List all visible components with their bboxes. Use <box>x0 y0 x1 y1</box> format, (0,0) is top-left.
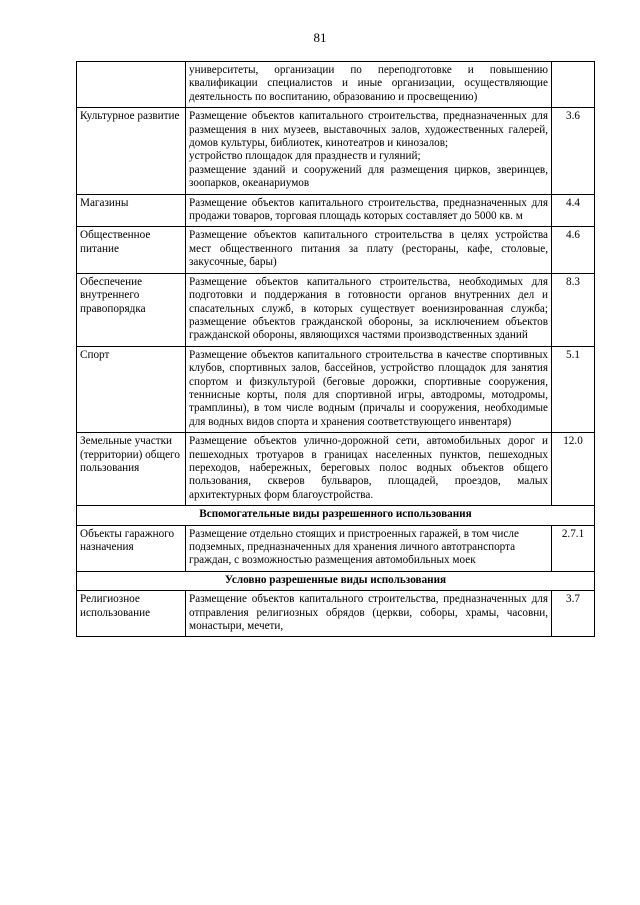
description-line: Размещение объектов капитального строительства, предназначенных для размещения в них музеев, выставочных залов, художественных галерей, домов культуры, библиотек, кинотеатров и кинозалов; <box>189 110 548 150</box>
use-description <box>186 62 552 108</box>
table-row <box>77 108 595 194</box>
classifier-code: 3.7 <box>552 591 595 637</box>
use-type-name <box>77 62 186 108</box>
table-row <box>77 433 595 506</box>
table-row <box>77 346 595 432</box>
description-line: Размещение объектов капитального строительства, предназначенных для отправления религиозных обрядов (церкви, соборы, храмы, часовни, монастыри, мечети, <box>189 593 548 633</box>
classifier-code: 4.6 <box>552 227 595 273</box>
use-description <box>186 591 552 637</box>
use-description <box>186 108 552 194</box>
classifier-code <box>552 62 595 108</box>
use-description <box>186 433 552 506</box>
description-line: устройство площадок для празднеств и гуляний; <box>189 150 421 163</box>
description-line: размещение зданий и сооружений для размещения цирков, зверинцев, зоопарков, океанариумов <box>189 163 548 190</box>
description-line: Размещение отдельно стоящих и пристроенных гаражей, в том числе подземных, предназначенных для хранения личного автотранспорта граждан, с возможностью размещения автомобильных моек <box>189 527 519 567</box>
classifier-code: 8.3 <box>552 273 595 346</box>
use-description <box>186 227 552 273</box>
section-header-row <box>77 571 595 590</box>
land-use-table <box>76 61 595 637</box>
use-type-name: Общественное питание <box>77 227 186 273</box>
description-line: Размещение объектов капитального строительства в качестве спортивных клубов, спортивных залов, бассейнов, устройство площадок для занятия спортом и физкультурой (беговые дорожки, спортивные сооружения, теннисные корты, поля для спортивной игры, автодромы, мотодромы, трамплины), в том числе водным (причалы и сооружения, необходимые для водных видов спорта и хранения соответствующего инвентаря) <box>189 348 548 428</box>
table-row <box>77 227 595 273</box>
table-row <box>77 591 595 637</box>
classifier-code: 5.1 <box>552 346 595 432</box>
description-line: Размещение объектов капитального строительства, необходимых для подготовки и поддержания в готовности органов внутренних дел и спасательных служб, в которых существует военизированная служба; размещение объектов гражданской обороны, за исключением объектов гражданской обороны, являющихся частями производственных зданий <box>189 275 548 342</box>
description-line: университеты, организации по переподготовке и повышению квалификации специалистов и иные организации, осуществляющие деятельность по воспитанию, образованию и просвещению) <box>189 64 548 103</box>
use-type-name: Культурное развитие <box>77 108 186 194</box>
use-type-name: Объекты гаражного назначения <box>77 525 186 571</box>
section-title: Вспомогательные виды разрешенного использования <box>77 506 595 525</box>
classifier-code: 3.6 <box>552 108 595 194</box>
table-row <box>77 525 595 571</box>
section-header-row <box>77 506 595 525</box>
use-type-name: Земельные участки (территории) общего пользования <box>77 433 186 506</box>
use-description <box>186 525 552 571</box>
use-description <box>186 194 552 227</box>
use-type-name: Религиозное использование <box>77 591 186 637</box>
classifier-code: 2.7.1 <box>552 525 595 571</box>
use-type-name: Обеспечение внутреннего правопорядка <box>77 273 186 346</box>
description-line: Размещение объектов капитального строительства в целях устройства мест общественного питания за плату (рестораны, кафе, столовые, закусочные, бары) <box>189 229 548 269</box>
use-description <box>186 273 552 346</box>
classifier-code: 4.4 <box>552 194 595 227</box>
classifier-code: 12.0 <box>552 433 595 506</box>
table-row <box>77 194 595 227</box>
table-row <box>77 62 595 108</box>
section-title: Условно разрешенные виды использования <box>77 571 595 590</box>
page-number: 81 <box>313 30 327 45</box>
description-line: Размещение объектов улично-дорожной сети, автомобильных дорог и пешеходных тротуаров в границах населенных пунктов, пешеходных переходов, набережных, береговых полос водных объектов общего пользования, скверов бульваров, площадей, проездов, малых архитектурных форм благоустройства. <box>189 435 548 501</box>
use-type-name: Магазины <box>77 194 186 227</box>
description-line: Размещение объектов капитального строительства, предназначенных для продажи товаров, торговая площадь которых составляет до 5000 кв. м <box>189 196 548 223</box>
use-type-name: Спорт <box>77 346 186 432</box>
table-row <box>77 273 595 346</box>
use-description <box>186 346 552 432</box>
table-body <box>77 62 595 637</box>
